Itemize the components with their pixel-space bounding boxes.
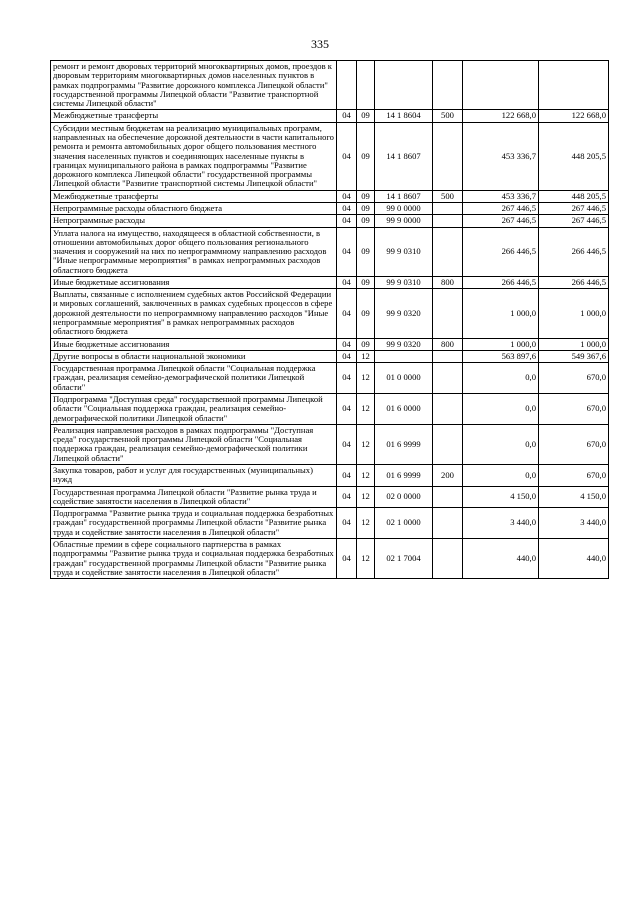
- expense-type-code: [433, 227, 463, 276]
- amount-year-2: 4 150,0: [539, 486, 609, 508]
- section-code: 04: [337, 202, 357, 214]
- section-code: 04: [337, 424, 357, 464]
- subsection-code: 12: [357, 538, 375, 578]
- amount-year-1: 4 150,0: [463, 486, 539, 508]
- table-body: [51, 61, 609, 579]
- target-article-code: 01 6 9999: [375, 464, 433, 486]
- target-article-code: 99 9 0320: [375, 289, 433, 338]
- section-code: 04: [337, 394, 357, 425]
- amount-year-1: 0,0: [463, 424, 539, 464]
- expense-type-code: [433, 486, 463, 508]
- target-article-code: 14 1 8607: [375, 122, 433, 190]
- expense-type-code: 500: [433, 110, 463, 122]
- target-article-code: 99 9 0310: [375, 276, 433, 288]
- row-name: Подпрограмма "Развитие рынка труда и социальная поддержка безработных граждан" государственной программы Липецкой области "Развитие рынка труда и содействие занятости населения в Липецкой области": [51, 508, 337, 539]
- amount-year-1: 267 446,5: [463, 215, 539, 227]
- subsection-code: 09: [357, 338, 375, 350]
- target-article-code: [375, 350, 433, 362]
- subsection-code: 12: [357, 350, 375, 362]
- target-article-code: 02 0 0000: [375, 486, 433, 508]
- amount-year-2: 266 446,5: [539, 227, 609, 276]
- target-article-code: 99 9 0000: [375, 215, 433, 227]
- table-row: [51, 464, 609, 486]
- expense-type-code: [433, 202, 463, 214]
- subsection-code: 09: [357, 227, 375, 276]
- table-row: [51, 276, 609, 288]
- table-row: [51, 363, 609, 394]
- target-article-code: 99 9 0320: [375, 338, 433, 350]
- section-code: [337, 61, 357, 110]
- subsection-code: 09: [357, 215, 375, 227]
- page-number: 335: [311, 37, 329, 51]
- table-row: [51, 227, 609, 276]
- target-article-code: 14 1 8604: [375, 110, 433, 122]
- table-row: [51, 215, 609, 227]
- expense-type-code: [433, 215, 463, 227]
- amount-year-1: [463, 61, 539, 110]
- amount-year-1: 3 440,0: [463, 508, 539, 539]
- subsection-code: 12: [357, 424, 375, 464]
- section-code: 04: [337, 190, 357, 202]
- target-article-code: 01 6 9999: [375, 424, 433, 464]
- expense-type-code: 500: [433, 190, 463, 202]
- amount-year-2: 440,0: [539, 538, 609, 578]
- amount-year-1: 0,0: [463, 363, 539, 394]
- table-row: [51, 122, 609, 190]
- row-name: Субсидии местным бюджетам на реализацию муниципальных программ, направленных на обеспечение дорожной деятельности в части капитального ремонта и ремонта автомобильных дорог общего пользования местного значения населенных пунктов и соединяющих населенные пункты в границах муниципального района в рамках подпрограммы "Развитие дорожного комплекса Липецкой области" государственной программы Липецкой области "Развитие транспортной системы Липецкой области": [51, 122, 337, 190]
- amount-year-1: 266 446,5: [463, 276, 539, 288]
- row-name: Иные бюджетные ассигнования: [51, 338, 337, 350]
- table-row: [51, 350, 609, 362]
- budget-table: [50, 60, 609, 579]
- row-name: ремонт и ремонт дворовых территорий многоквартирных домов, проездов к дворовым территориям многоквартирных домов населенных пунктов в рамках подпрограммы "Развитие дорожного комплекса Липецкой области" государственной программы Липецкой области "Развитие транспортной системы Липецкой области": [51, 61, 337, 110]
- subsection-code: 09: [357, 202, 375, 214]
- target-article-code: 02 1 0000: [375, 508, 433, 539]
- section-code: 04: [337, 350, 357, 362]
- amount-year-2: 1 000,0: [539, 289, 609, 338]
- target-article-code: 01 6 0000: [375, 394, 433, 425]
- expense-type-code: 800: [433, 338, 463, 350]
- subsection-code: 09: [357, 122, 375, 190]
- row-name: Непрограммные расходы: [51, 215, 337, 227]
- expense-type-code: [433, 363, 463, 394]
- section-code: 04: [337, 508, 357, 539]
- row-name: Межбюджетные трансферты: [51, 110, 337, 122]
- amount-year-1: 0,0: [463, 464, 539, 486]
- table-row: [51, 394, 609, 425]
- table-row: [51, 424, 609, 464]
- section-code: 04: [337, 538, 357, 578]
- amount-year-1: 267 446,5: [463, 202, 539, 214]
- section-code: 04: [337, 110, 357, 122]
- amount-year-1: 453 336,7: [463, 122, 539, 190]
- section-code: 04: [337, 338, 357, 350]
- amount-year-2: 448 205,5: [539, 122, 609, 190]
- amount-year-2: 670,0: [539, 363, 609, 394]
- table-row: [51, 538, 609, 578]
- table-row: [51, 508, 609, 539]
- table-row: [51, 289, 609, 338]
- subsection-code: 09: [357, 190, 375, 202]
- target-article-code: 01 0 0000: [375, 363, 433, 394]
- expense-type-code: [433, 350, 463, 362]
- section-code: 04: [337, 486, 357, 508]
- subsection-code: 12: [357, 394, 375, 425]
- row-name: Реализация направления расходов в рамках подпрограммы "Доступная среда" государственной программы Липецкой области "Социальная поддержка граждан, реализация семейно-демографической политики Липецкой области": [51, 424, 337, 464]
- section-code: 04: [337, 215, 357, 227]
- expense-type-code: [433, 289, 463, 338]
- row-name: Уплата налога на имущество, находящееся в областной собственности, в отношении автомобильных дорог общего пользования регионального значения и сооружений на них по непрограммному направлению расходов "Иные непрограммные мероприятия" в рамках непрограммных расходов областного бюджета: [51, 227, 337, 276]
- expense-type-code: [433, 61, 463, 110]
- subsection-code: 09: [357, 276, 375, 288]
- target-article-code: [375, 61, 433, 110]
- amount-year-2: 549 367,6: [539, 350, 609, 362]
- row-name: Государственная программа Липецкой области "Развитие рынка труда и содействие занятости населения в Липецкой области": [51, 486, 337, 508]
- section-code: 04: [337, 464, 357, 486]
- amount-year-2: [539, 61, 609, 110]
- row-name: Иные бюджетные ассигнования: [51, 276, 337, 288]
- table-row: [51, 110, 609, 122]
- amount-year-1: 1 000,0: [463, 338, 539, 350]
- amount-year-1: 266 446,5: [463, 227, 539, 276]
- amount-year-2: 267 446,5: [539, 202, 609, 214]
- row-name: Выплаты, связанные с исполнением судебных актов Российской Федерации и мировых соглашений, заключенных в рамках судебных процессов в сфере дорожной деятельности по непрограммному направлению расходов "Иные непрограммные мероприятия" в рамках непрограммных расходов областного бюджета: [51, 289, 337, 338]
- table-row: [51, 61, 609, 110]
- target-article-code: 02 1 7004: [375, 538, 433, 578]
- expense-type-code: [433, 122, 463, 190]
- section-code: 04: [337, 122, 357, 190]
- amount-year-2: 267 446,5: [539, 215, 609, 227]
- target-article-code: 99 9 0310: [375, 227, 433, 276]
- subsection-code: 12: [357, 363, 375, 394]
- row-name: Непрограммные расходы областного бюджета: [51, 202, 337, 214]
- section-code: 04: [337, 289, 357, 338]
- amount-year-2: 3 440,0: [539, 508, 609, 539]
- expense-type-code: [433, 538, 463, 578]
- row-name: Межбюджетные трансферты: [51, 190, 337, 202]
- subsection-code: 12: [357, 464, 375, 486]
- amount-year-1: 1 000,0: [463, 289, 539, 338]
- row-name: Областные премии в сфере социального партнерства в рамках подпрограммы "Развитие рынка труда и социальная поддержка безработных граждан" государственной программы Липецкой области "Развитие рынка труда и содействие занятости населения в Липецкой области": [51, 538, 337, 578]
- table-row: [51, 190, 609, 202]
- amount-year-1: 122 668,0: [463, 110, 539, 122]
- expense-type-code: 200: [433, 464, 463, 486]
- table-row: [51, 202, 609, 214]
- target-article-code: 99 0 0000: [375, 202, 433, 214]
- row-name: Закупка товаров, работ и услуг для государственных (муниципальных) нужд: [51, 464, 337, 486]
- amount-year-2: 670,0: [539, 394, 609, 425]
- subsection-code: 09: [357, 110, 375, 122]
- amount-year-2: 122 668,0: [539, 110, 609, 122]
- table-row: [51, 338, 609, 350]
- amount-year-2: 670,0: [539, 464, 609, 486]
- subsection-code: 09: [357, 289, 375, 338]
- row-name: Подпрограмма "Доступная среда" государственной программы Липецкой области "Социальная поддержка граждан, реализация семейно-демографической политики Липецкой области": [51, 394, 337, 425]
- row-name: Другие вопросы в области национальной экономики: [51, 350, 337, 362]
- row-name: Государственная программа Липецкой области "Социальная поддержка граждан, реализация семейно-демографической политики Липецкой области": [51, 363, 337, 394]
- table-row: [51, 486, 609, 508]
- amount-year-2: 266 446,5: [539, 276, 609, 288]
- section-code: 04: [337, 363, 357, 394]
- subsection-code: 12: [357, 508, 375, 539]
- amount-year-2: 670,0: [539, 424, 609, 464]
- amount-year-2: 448 205,5: [539, 190, 609, 202]
- expense-type-code: [433, 394, 463, 425]
- amount-year-1: 453 336,7: [463, 190, 539, 202]
- amount-year-1: 0,0: [463, 394, 539, 425]
- expense-type-code: [433, 508, 463, 539]
- expense-type-code: 800: [433, 276, 463, 288]
- expense-type-code: [433, 424, 463, 464]
- section-code: 04: [337, 227, 357, 276]
- subsection-code: 12: [357, 486, 375, 508]
- amount-year-1: 440,0: [463, 538, 539, 578]
- section-code: 04: [337, 276, 357, 288]
- subsection-code: [357, 61, 375, 110]
- amount-year-2: 1 000,0: [539, 338, 609, 350]
- target-article-code: 14 1 8607: [375, 190, 433, 202]
- amount-year-1: 563 897,6: [463, 350, 539, 362]
